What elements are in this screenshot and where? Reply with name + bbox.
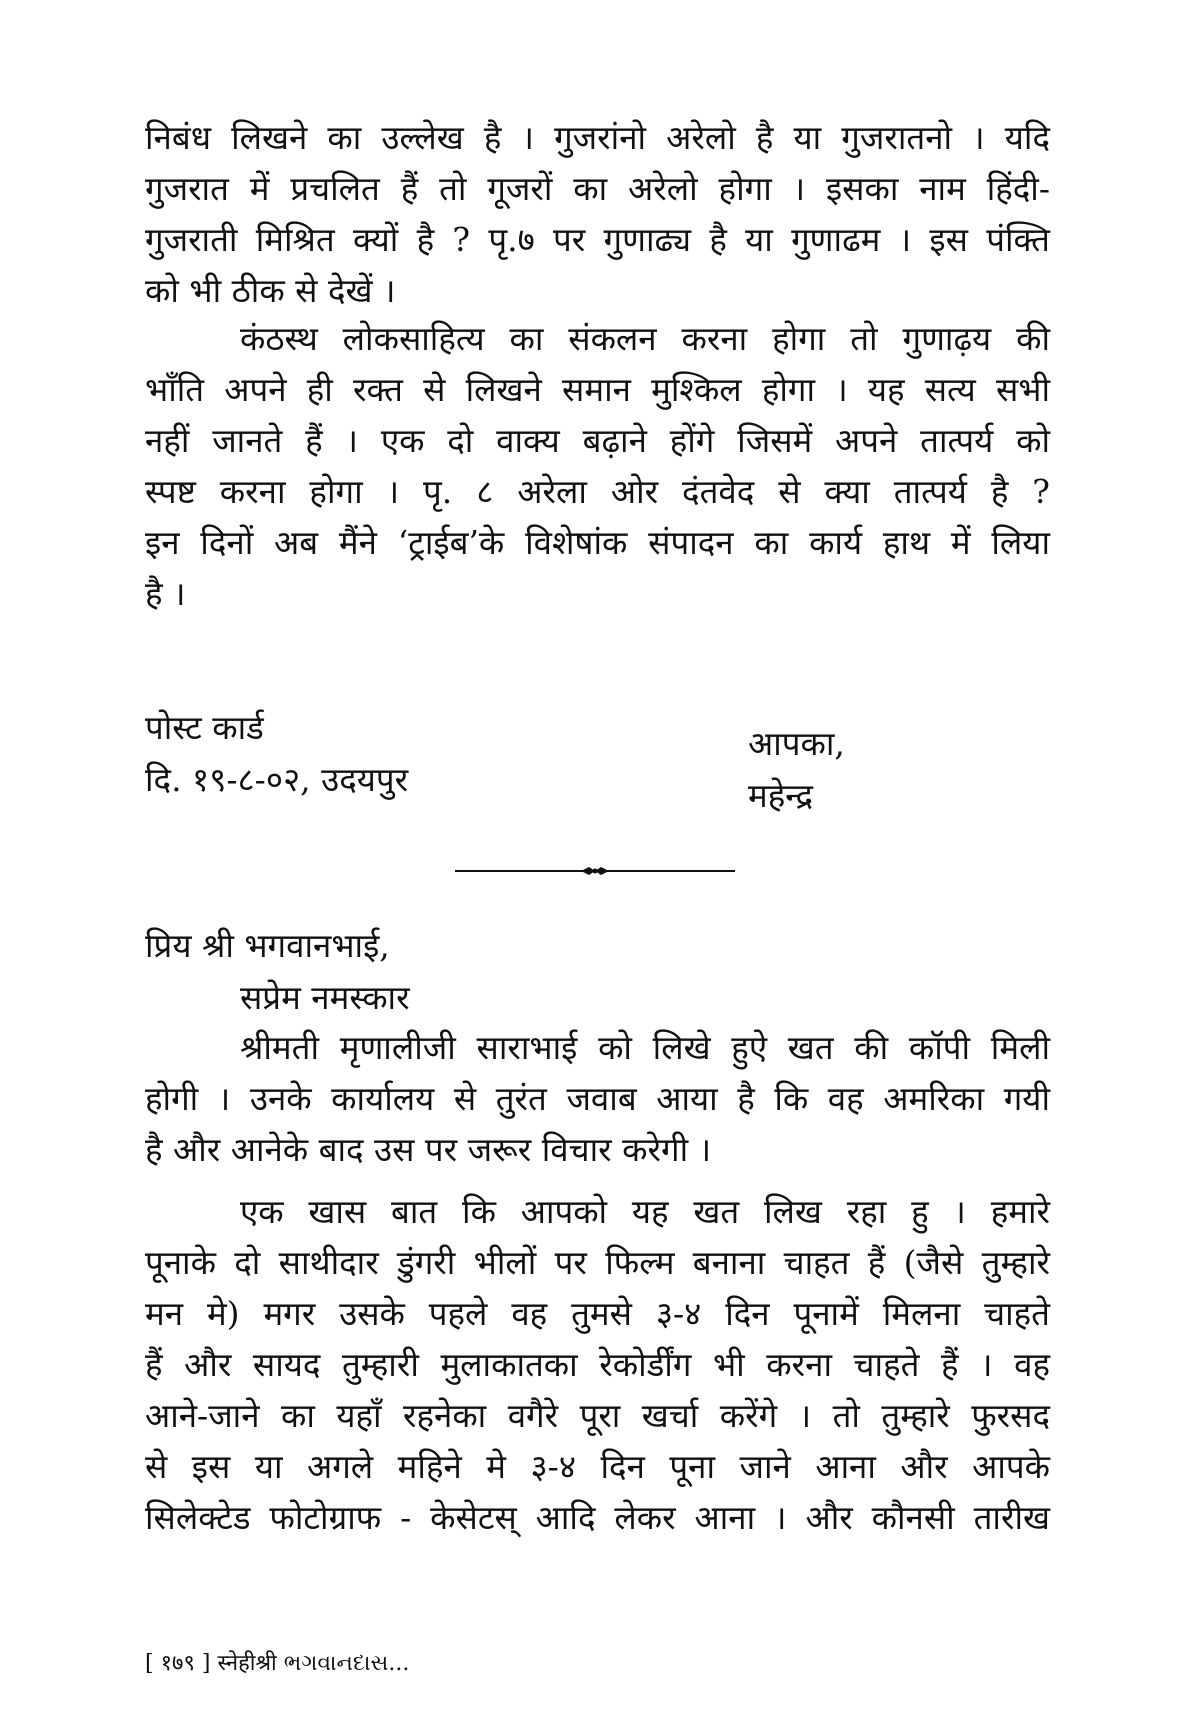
text-line: पूनाके दो साथीदार डुंगरी भीलों पर फिल्म बनाना चाहत हैं (जैसे तुम्हारे (145, 1243, 1050, 1282)
text-line: इन दिनों अब मैंने ‘ट्राईब’के विशेषांक संपादन का कार्य हाथ में लिया (145, 523, 1050, 562)
text-line: से इस या अगले महिने मे ३-४ दिन पूना जाने आना और आपके (145, 1447, 1050, 1486)
text-line: एक खास बात कि आपको यह खत लिख रहा हु । हमारे (240, 1192, 1050, 1231)
paragraph-3 (145, 1022, 1050, 1175)
date-place: दि. १९-८-०२, उदयपुर (145, 760, 409, 799)
text-line: नहीं जानते हैं । एक दो वाक्य बढ़ाने होंगे जिसमें अपने तात्पर्य को (145, 421, 1050, 460)
text-line: सिलेक्टेड फोटोग्राफ - केसेटस् आदि लेकर आना । और कौनसी तारीख (145, 1498, 1050, 1537)
text-line: श्रीमती मृणालीजी साराभाई को लिखे हुऐ खत की कॉपी मिली (240, 1028, 1050, 1067)
ornament-divider-icon (455, 866, 735, 876)
text-line: स्पष्ट करना होगा । पृ. ८ अरेला ओर दंतवेद से क्या तात्पर्य है ? (145, 472, 1050, 511)
text-line: हैं और सायद तुम्हारी मुलाकातका रेकोर्डींग भी करना चाहते हैं । वह (145, 1345, 1050, 1384)
text-line: आने-जाने का यहाँ रहनेका वगैरे पूरा खर्चा करेंगे । तो तुम्हारे फुरसद (145, 1396, 1050, 1435)
post-card-label: पोस्ट कार्ड (145, 708, 264, 747)
salutation-greeting: प्रिय श्री भगवानभाई, (145, 926, 390, 965)
paragraph-4 (145, 1186, 1050, 1543)
page-footer: [ १७९ ] स्नेहीश्री ભગવાનદાસ... (145, 1651, 410, 1676)
salutation-namaskar: सप्रेम नमस्कार (240, 978, 410, 1017)
text-line: है और आनेके बाद उस पर जरूर विचार करेगी । (145, 1130, 712, 1169)
text-line: है । (145, 574, 186, 613)
text-line: गुजरात में प्रचलित हैं तो गूजरों का अरेलो होगा । इसका नाम हिंदी- (145, 169, 1050, 208)
paragraph-1 (145, 112, 1050, 316)
text-line: गुजराती मिश्रित क्यों है ? पृ.७ पर गुणाढ्य है या गुणाढम । इस पंक्ति (145, 220, 1050, 259)
text-line: भाँति अपने ही रक्त से लिखने समान मुश्किल होगा । यह सत्य सभी (145, 370, 1050, 409)
closing: आपका, (748, 724, 845, 763)
text-line: मन मे) मगर उसके पहले वह तुमसे ३-४ दिन पूनामें मिलना चाहते (145, 1294, 1050, 1333)
text-line: निबंध लिखने का उल्लेख है । गुजरांनो अरेलो है या गुजरातनो । यदि (145, 118, 1050, 157)
text-line: कंठस्थ लोकसाहित्य का संकलन करना होगा तो गुणाढ़य की (240, 319, 1050, 358)
signature: महेन्द्र (748, 776, 813, 815)
text-line: को भी ठीक से देखें । (145, 271, 396, 310)
text-line: होगी । उनके कार्यालय से तुरंत जवाब आया है कि वह अमरिका गयी (145, 1079, 1050, 1118)
paragraph-2 (145, 313, 1050, 619)
